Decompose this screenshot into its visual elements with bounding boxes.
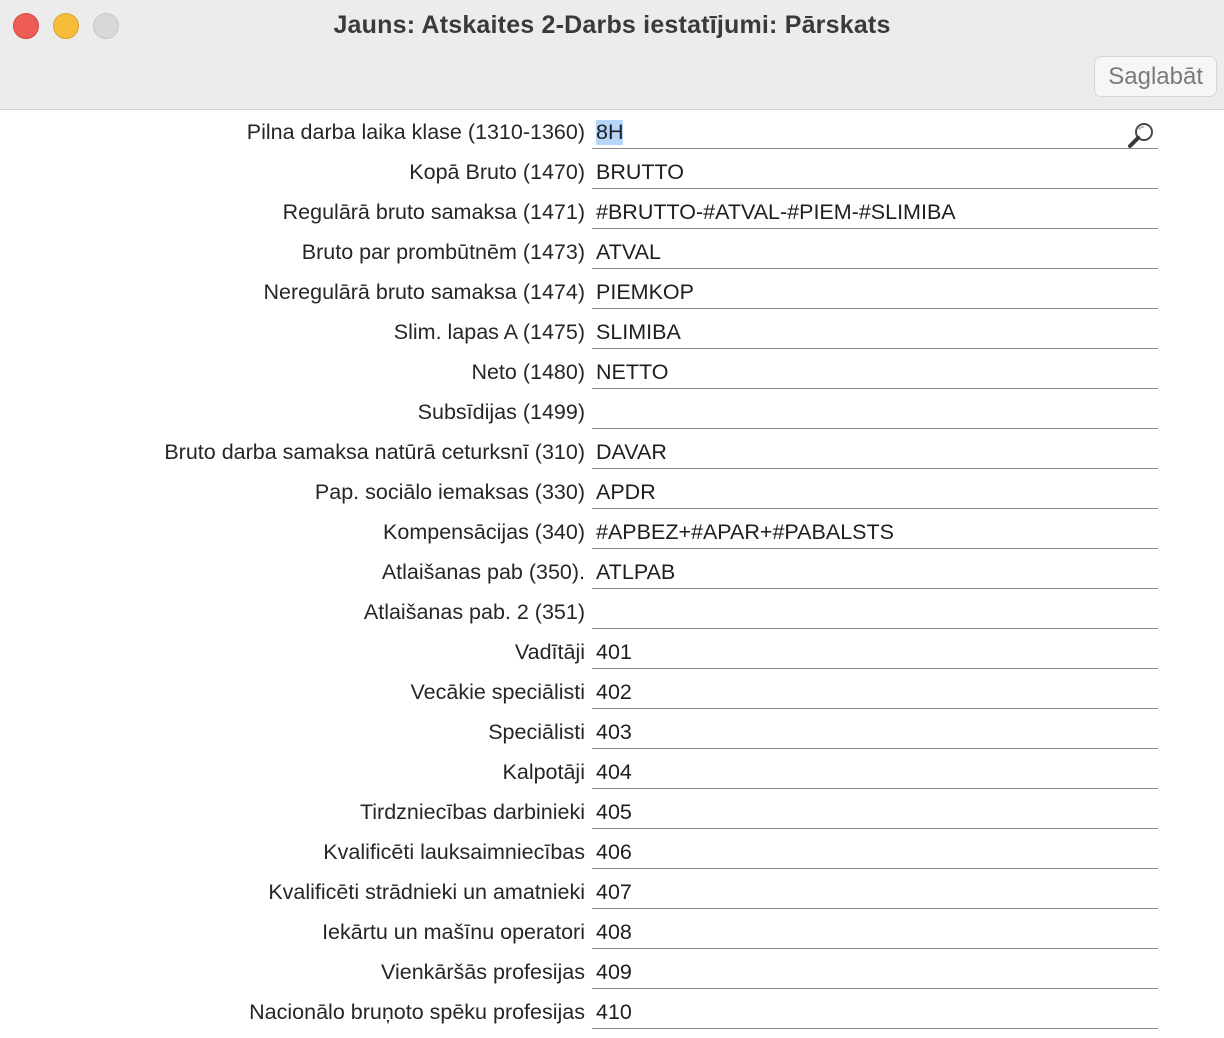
field-value: 406 — [596, 840, 632, 864]
field-label: Vienkāršās profesijas — [381, 960, 585, 984]
field-label: Kopā Bruto (1470) — [409, 160, 585, 184]
field-label: Vadītāji — [514, 640, 585, 664]
machine-operators-input[interactable] — [592, 916, 1158, 949]
form-row-severance — [0, 554, 1224, 594]
form-row-subsidies — [0, 394, 1224, 434]
field-label: Bruto par prombūtnēm (1473) — [301, 240, 585, 264]
form-row-regular-gross — [0, 194, 1224, 234]
field-value: 402 — [596, 680, 632, 704]
form-row-machine-operators — [0, 914, 1224, 954]
form-row-gross-absence — [0, 234, 1224, 274]
field-label: Atlaišanas pab (350). — [381, 560, 585, 584]
form-row-social-contributions — [0, 474, 1224, 514]
form-row-specialists — [0, 714, 1224, 754]
clerks-input[interactable] — [592, 756, 1158, 789]
field-label: Neto (1480) — [471, 360, 585, 384]
full-time-class-input[interactable] — [592, 116, 1158, 149]
elementary-input[interactable] — [592, 956, 1158, 989]
search-icon[interactable] — [1126, 121, 1156, 149]
craft-workers-input[interactable] — [592, 876, 1158, 909]
field-value: APDR — [596, 480, 656, 504]
field-value: PIEMKOP — [596, 280, 694, 304]
field-label: Bruto darba samaksa natūrā ceturksnī (310) — [164, 440, 585, 464]
form-row-craft-workers — [0, 874, 1224, 914]
form-row-sick-leave — [0, 314, 1224, 354]
field-value: 404 — [596, 760, 632, 784]
field-value: 403 — [596, 720, 632, 744]
senior-specialists-input[interactable] — [592, 676, 1158, 709]
net-input[interactable] — [592, 356, 1158, 389]
irregular-gross-input[interactable] — [592, 276, 1158, 309]
form-row-elementary — [0, 954, 1224, 994]
field-value: NETTO — [596, 360, 669, 384]
specialists-input[interactable] — [592, 716, 1158, 749]
field-value: BRUTTO — [596, 160, 684, 184]
form-row-full-time-class — [0, 114, 1224, 154]
field-label: Atlaišanas pab. 2 (351) — [363, 600, 585, 624]
field-value: 405 — [596, 800, 632, 824]
field-label: Neregulārā bruto samaksa (1474) — [263, 280, 585, 304]
form-row-compensations — [0, 514, 1224, 554]
settings-form — [0, 114, 1224, 1034]
field-label: Tirdzniecības darbinieki — [359, 800, 585, 824]
agricultural-input[interactable] — [592, 836, 1158, 869]
field-label: Speciālisti — [488, 720, 585, 744]
field-label: Nacionālo bruņoto spēku profesijas — [249, 1000, 585, 1024]
form-row-clerks — [0, 754, 1224, 794]
form-row-managers — [0, 634, 1224, 674]
field-value: DAVAR — [596, 440, 667, 464]
field-value: 410 — [596, 1000, 632, 1024]
gross-absence-input[interactable] — [592, 236, 1158, 269]
field-label: Vecākie speciālisti — [410, 680, 585, 704]
field-value: 407 — [596, 880, 632, 904]
field-value: 401 — [596, 640, 632, 664]
field-value: ATLPAB — [596, 560, 676, 584]
field-label: Regulārā bruto samaksa (1471) — [282, 200, 585, 224]
gross-in-kind-input[interactable] — [592, 436, 1158, 469]
form-row-armed-forces — [0, 994, 1224, 1034]
social-contributions-input[interactable] — [592, 476, 1158, 509]
sick-leave-input[interactable] — [592, 316, 1158, 349]
form-row-agricultural — [0, 834, 1224, 874]
field-value: SLIMIBA — [596, 320, 681, 344]
field-label: Kvalificēti strādnieki un amatnieki — [268, 880, 585, 904]
compensations-input[interactable] — [592, 516, 1158, 549]
form-row-gross-in-kind — [0, 434, 1224, 474]
field-value: #APBEZ+#APAR+#PABALSTS — [596, 520, 894, 544]
field-label: Kalpotāji — [502, 760, 585, 784]
field-label: Iekārtu un mašīnu operatori — [322, 920, 585, 944]
total-gross-input[interactable] — [592, 156, 1158, 189]
subsidies-input[interactable] — [592, 396, 1158, 429]
form-row-total-gross — [0, 154, 1224, 194]
field-value: 8H — [596, 120, 624, 144]
field-value: 408 — [596, 920, 632, 944]
field-value: 409 — [596, 960, 632, 984]
field-label: Kvalificēti lauksaimniecības — [323, 840, 585, 864]
field-value: #BRUTTO-#ATVAL-#PIEM-#SLIMIBA — [596, 200, 956, 224]
form-row-net — [0, 354, 1224, 394]
field-label: Slim. lapas A (1475) — [393, 320, 585, 344]
sales-workers-input[interactable] — [592, 796, 1158, 829]
field-label: Pilna darba laika klase (1310-1360) — [246, 120, 585, 144]
field-value: ATVAL — [596, 240, 661, 264]
form-row-irregular-gross — [0, 274, 1224, 314]
field-label: Pap. sociālo iemaksas (330) — [314, 480, 585, 504]
severance-input[interactable] — [592, 556, 1158, 589]
managers-input[interactable] — [592, 636, 1158, 669]
form-row-severance-2 — [0, 594, 1224, 634]
armed-forces-input[interactable] — [592, 996, 1158, 1029]
window-title: Jauns: Atskaites 2-Darbs iestatījumi: Pārskats — [333, 11, 891, 39]
regular-gross-input[interactable] — [592, 196, 1158, 229]
severance-2-input[interactable] — [592, 596, 1158, 629]
field-label: Subsīdijas (1499) — [417, 400, 585, 424]
save-button[interactable]: Saglabāt — [1094, 56, 1217, 97]
field-label: Kompensācijas (340) — [383, 520, 585, 544]
form-row-sales-workers — [0, 794, 1224, 834]
titlebar — [0, 0, 1224, 110]
form-row-senior-specialists — [0, 674, 1224, 714]
